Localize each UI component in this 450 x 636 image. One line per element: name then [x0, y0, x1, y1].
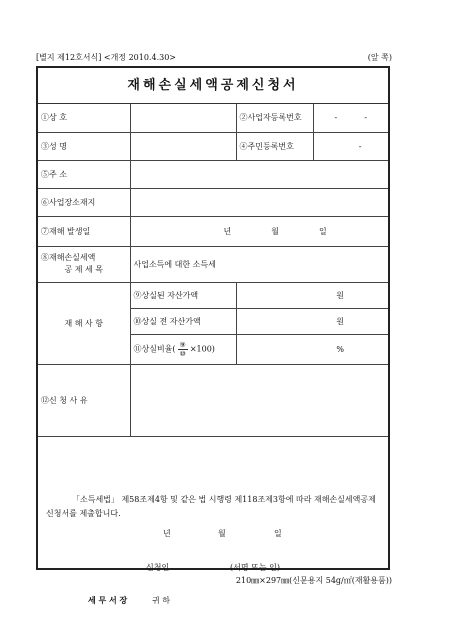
pre-assets-field[interactable]: 원: [236, 308, 388, 334]
form-grid: [38, 104, 388, 437]
loss-ratio-label: ⑪상실비율( $\frac{\text{⑨}}{\text{⑩}}$ ×100): [130, 334, 236, 364]
applicant-signature: (서명 또는 인): [230, 563, 280, 572]
paper-spec: 210㎜×297㎜(신문용지 54g/㎡(재활용품)): [235, 576, 392, 585]
applicant-label: 신청인: [146, 563, 170, 572]
disaster-date-field[interactable]: 년 월 일: [130, 216, 388, 246]
disaster-date-label: ⑦재해 발생일: [38, 216, 130, 246]
workplace-field[interactable]: [130, 188, 388, 216]
workplace-label: ⑥사업장소재지: [38, 188, 130, 216]
reason-field[interactable]: [130, 364, 388, 436]
business-reg-field[interactable]: - -: [313, 104, 388, 132]
loss-ratio-field[interactable]: %: [236, 334, 388, 364]
page-side: (앞 쪽): [367, 53, 392, 62]
recipient-suffix: 귀 하: [152, 596, 170, 605]
reason-label: ⑫신 청 사 유: [38, 364, 130, 436]
lost-assets-field[interactable]: 원: [236, 282, 388, 308]
tax-office: 세 무 서 장: [88, 595, 128, 605]
disaster-section-label: 재 해 사 항: [38, 282, 130, 364]
company-field[interactable]: [130, 104, 236, 132]
name-label: ③성 명: [38, 132, 130, 160]
lost-assets-label: ⑨상실된 자산가액: [130, 282, 236, 308]
form-title: 재해손실세액공제신청서: [38, 68, 388, 104]
submission-statement: 「소득세법」 제58조제4항 및 같은 법 시행령 제118조제3항에 따라 재해손실세액공제신청서를 제출합니다.: [46, 495, 376, 518]
ratio-fraction: $\frac{\text{⑨}}{\text{⑩}}$: [179, 340, 186, 358]
tax-item-label: ⑧재해손실세액 공 제 세 목: [38, 246, 130, 282]
resident-id-field[interactable]: -: [313, 132, 388, 160]
tax-item-value: 사업소득에 대한 소득세: [130, 246, 388, 282]
form-number: [별지 제12호서식] <개정 2010.4.30>: [36, 53, 176, 62]
pre-assets-label: ⑩상실 전 자산가액: [130, 308, 236, 334]
address-field[interactable]: [130, 160, 388, 188]
form-header: [36, 52, 392, 65]
name-field[interactable]: [130, 132, 236, 160]
resident-id-label: ④주민등록번호: [236, 132, 313, 160]
submission-section: 「소득세법」 제58조제4항 및 같은 법 시행령 제118조제3항에 따라 재해손실세액공제신청서를 제출합니다. 년 월 일 신청인 (서명 또는 인) 세 무 서 장 귀 하: [38, 491, 388, 568]
address-label: ⑤주 소: [38, 160, 130, 188]
company-label: ①상 호: [38, 104, 130, 132]
business-reg-label: ②사업자등록번호: [236, 104, 313, 132]
